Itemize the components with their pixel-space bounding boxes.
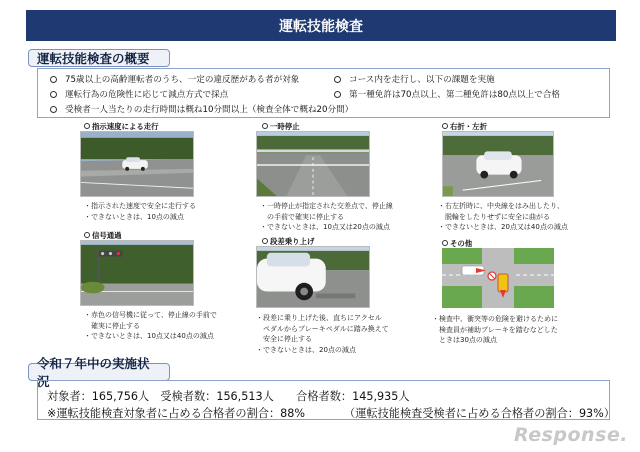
circle-bullet-icon — [334, 76, 341, 83]
status-counts: 対象者：165,756人 受検者数：156,513人 合格者数：145,935人 — [47, 390, 410, 403]
status-pass-rate-target: ※運転技能検査対象者に占める合格者の割合：88% — [47, 407, 305, 420]
overview-item: 受検者一人当たりの走行時間は概ね10分間以上（検査全体で概ね20分間） — [50, 104, 353, 116]
photo-turning — [442, 131, 554, 197]
circle-bullet-icon — [334, 91, 341, 98]
status-heading: 令和７年中の実施状況 — [28, 363, 170, 381]
task-desc-other: ・検査中、衝突等の危険を避けるために 検査員が補助ブレーキを踏むなどした ときは30点の減点 — [432, 315, 558, 344]
task-desc-signal: ・赤色の信号機に従って、停止線の手前で 確実に停止する ・できないときは、10点又は40点の減点 — [84, 311, 217, 340]
circle-bullet-icon — [262, 123, 268, 129]
circle-bullet-icon — [84, 232, 90, 238]
status-pass-rate-examinee: （運転技能検査受検者に占める合格者の割合：93%） — [344, 407, 615, 420]
collision-avoid-diagram — [442, 248, 554, 308]
task-desc-stop: ・一時停止が指定された交差点で、停止線 の手前で確実に停止する ・できないときは、10点又は20点の減点 — [260, 202, 393, 231]
status-box — [37, 380, 615, 420]
task-heading-turn: 右折・左折 — [442, 121, 487, 132]
task-heading-speed: 指示速度による走行 — [84, 121, 159, 132]
circle-bullet-icon — [50, 76, 57, 83]
photo-signal — [80, 240, 194, 306]
task-desc-step: ・段差に乗り上げた後、直ちにアクセル ペダルからブレーキペダルに踏み換えて 安全に停止する ・できないときは、20点の減点 — [256, 314, 389, 354]
page-title: 運転技能検査 — [279, 18, 363, 35]
overview-item: 第一種免許は70点以上、第二種免許は80点以上で合格 — [334, 89, 560, 101]
overview-item: コース内を走行し、以下の課題を実施 — [334, 74, 495, 86]
circle-bullet-icon — [50, 106, 57, 113]
task-desc-speed: ・指示された速度で安全に走行する ・できないときは、10点の減点 — [84, 202, 196, 221]
task-heading-other: その他 — [442, 238, 472, 249]
overview-item: 運転行為の危険性に応じて減点方式で採点 — [50, 89, 228, 101]
task-heading-signal: 信号通過 — [84, 230, 122, 241]
response-watermark-logo: Response. — [514, 424, 628, 446]
photo-stop-line — [256, 131, 370, 197]
circle-bullet-icon — [262, 238, 268, 244]
overview-box — [37, 68, 610, 118]
task-heading-stop: 一時停止 — [262, 121, 300, 132]
photo-speed-driving — [80, 131, 194, 197]
circle-bullet-icon — [442, 123, 448, 129]
circle-bullet-icon — [442, 240, 448, 246]
page-title-banner — [26, 10, 616, 41]
overview-heading: 運転技能検査の概要 — [28, 49, 170, 67]
task-desc-turn: ・右左折時に、中央線をはみ出したり、 脱輪をしたりせずに安全に曲がる ・できないときは、20点又は40点の減点 — [438, 202, 568, 231]
task-heading-step: 段差乗り上げ — [262, 236, 314, 247]
photo-step — [256, 246, 370, 308]
circle-bullet-icon — [50, 91, 57, 98]
overview-item: 75歳以上の高齢運転者のうち、一定の違反歴がある者が対象 — [50, 74, 299, 86]
circle-bullet-icon — [84, 123, 90, 129]
